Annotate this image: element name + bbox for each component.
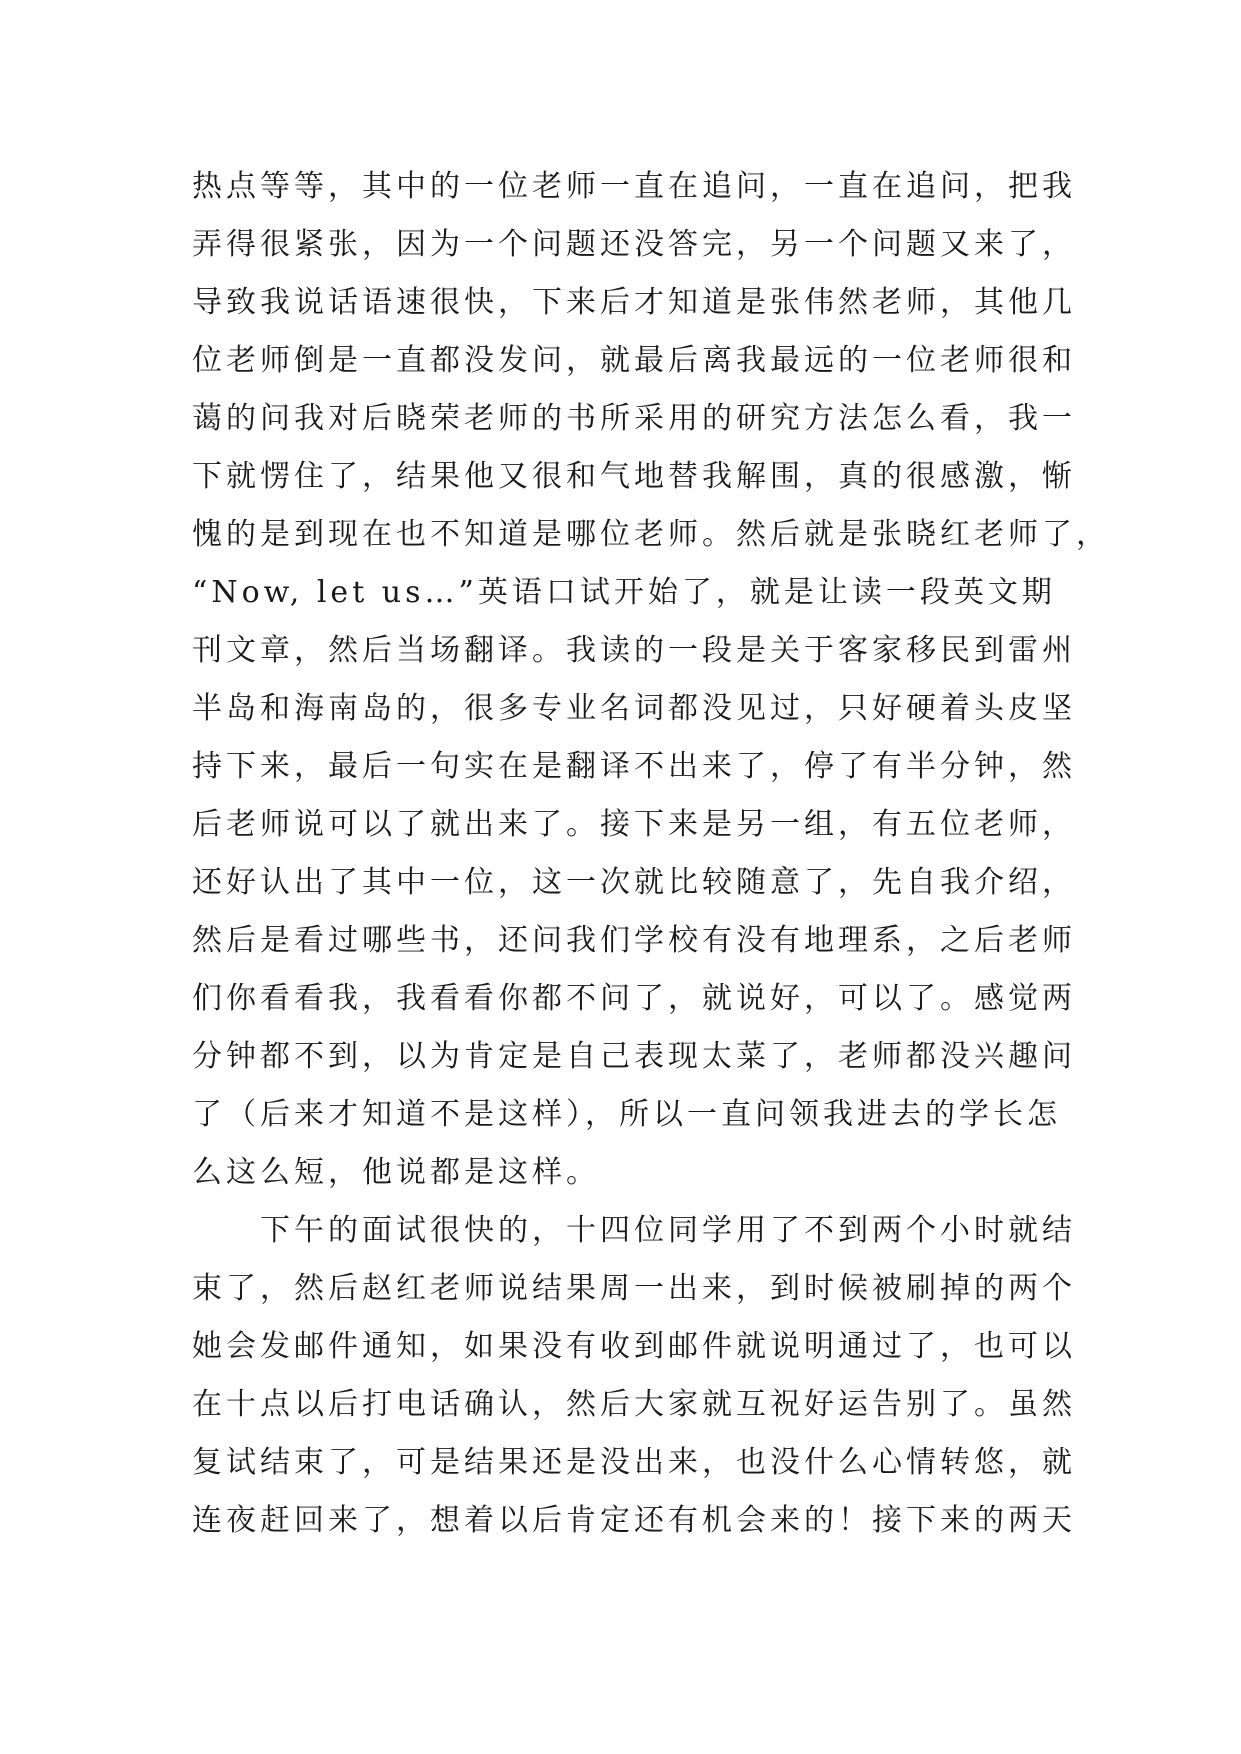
text-line: 还好认出了其中一位，这一次就比较随意了，先自我介绍， — [192, 865, 1076, 900]
text-line: 分钟都不到，以为肯定是自己表现太菜了，老师都没兴趣问 — [192, 1039, 1076, 1074]
text-line: 半岛和海南岛的，很多专业名词都没见过，只好硬着头皮坚 — [192, 691, 1076, 726]
text-line: 下午的面试很快的，十四位同学用了不到两个小时就结 — [192, 1213, 1076, 1248]
text-line: 了（后来才知道不是这样），所以一直问领我进去的学长怎 — [192, 1097, 1061, 1132]
text-line: 么这么短，他说都是这样。 — [192, 1155, 600, 1190]
text-line: 愧的是到现在也不知道是哪位老师。然后就是张晓红老师了， — [192, 517, 1110, 552]
text-line: 蔼的问我对后晓荣老师的书所采用的研究方法怎么看，我一 — [192, 401, 1076, 436]
text-line: 位老师倒是一直都没发问，就最后离我最远的一位老师很和 — [192, 343, 1076, 378]
text-line: 连夜赶回来了，想着以后肯定还有机会来的！接下来的两天 — [192, 1503, 1076, 1538]
text-line: 们你看看我，我看看你都不问了，就说好，可以了。感觉两 — [192, 981, 1076, 1016]
text-line: 复试结束了，可是结果还是没出来，也没什么心情转悠，就 — [192, 1445, 1076, 1480]
body-text — [192, 158, 1110, 1550]
text-line: 弄得很紧张，因为一个问题还没答完，另一个问题又来了， — [192, 227, 1076, 262]
text-line: 后老师说可以了就出来了。接下来是另一组，有五位老师， — [192, 807, 1076, 842]
text-line: 导致我说话语速很快，下来后才知道是张伟然老师，其他几 — [192, 285, 1076, 320]
text-line: 持下来，最后一句实在是翻译不出来了，停了有半分钟，然 — [192, 749, 1076, 784]
text-line: 在十点以后打电话确认，然后大家就互祝好运告别了。虽然 — [192, 1387, 1076, 1422]
text-line: 她会发邮件通知，如果没有收到邮件就说明通过了，也可以 — [192, 1329, 1076, 1364]
text-line: 下就愣住了，结果他又很和气地替我解围，真的很感激，惭 — [192, 459, 1076, 494]
text-line: 热点等等，其中的一位老师一直在追问，一直在追问，把我 — [192, 169, 1076, 204]
text-line: 束了，然后赵红老师说结果周一出来，到时候被刷掉的两个 — [192, 1271, 1076, 1306]
text-line: “Now, let us…”英语口试开始了，就是让读一段英文期 — [192, 575, 1056, 610]
text-line: 然后是看过哪些书，还问我们学校有没有地理系，之后老师 — [192, 923, 1076, 958]
text-line: 刊文章，然后当场翻译。我读的一段是关于客家移民到雷州 — [192, 633, 1076, 668]
